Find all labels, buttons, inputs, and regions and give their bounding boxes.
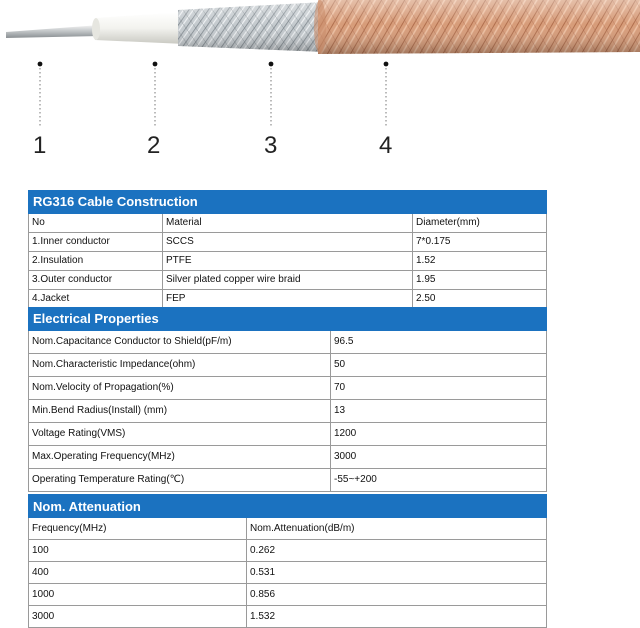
electrical-property: Voltage Rating(VMS) — [29, 423, 331, 446]
construction-header-row — [29, 214, 547, 233]
attenuation-frequency: 100 — [29, 540, 247, 562]
jacket — [314, 0, 640, 54]
construction-title-row — [29, 191, 547, 214]
construction-cell: 4.Jacket — [29, 290, 163, 309]
inner-conductor — [6, 25, 100, 38]
attenuation-header-value: Nom.Attenuation(dB/m) — [247, 518, 547, 540]
callout-3: 3 — [264, 132, 278, 159]
table-row — [29, 354, 547, 377]
construction-cell: Silver plated copper wire braid — [163, 271, 413, 290]
attenuation-title: Nom. Attenuation — [29, 495, 547, 518]
construction-table — [28, 190, 547, 309]
electrical-property: Min.Bend Radius(Install) (mm) — [29, 400, 331, 423]
electrical-value: 96.5 — [331, 331, 547, 354]
construction-cell: PTFE — [163, 252, 413, 271]
electrical-value: 70 — [331, 377, 547, 400]
construction-header-no: No — [29, 214, 163, 233]
table-row — [29, 290, 547, 309]
attenuation-value: 0.531 — [247, 562, 547, 584]
leader-dot-4 — [384, 62, 389, 67]
table-row — [29, 331, 547, 354]
table-row — [29, 540, 547, 562]
callout-4: 4 — [379, 132, 393, 159]
construction-cell: 1.52 — [413, 252, 547, 271]
table-row — [29, 233, 547, 252]
table-row — [29, 606, 547, 628]
outer-conductor-braid — [178, 2, 325, 52]
construction-header-material: Material — [163, 214, 413, 233]
attenuation-frequency: 3000 — [29, 606, 247, 628]
callout-dots — [38, 62, 389, 67]
construction-cell: 2.50 — [413, 290, 547, 309]
table-row — [29, 271, 547, 290]
electrical-property: Operating Temperature Rating(℃) — [29, 469, 331, 492]
callout-1: 1 — [33, 132, 47, 159]
electrical-property: Nom.Velocity of Propagation(%) — [29, 377, 331, 400]
electrical-value: -55~+200 — [331, 469, 547, 492]
electrical-value: 3000 — [331, 446, 547, 469]
callout-2: 2 — [147, 132, 161, 159]
attenuation-frequency: 400 — [29, 562, 247, 584]
construction-header-diameter: Diameter(mm) — [413, 214, 547, 233]
electrical-property: Nom.Capacitance Conductor to Shield(pF/m) — [29, 331, 331, 354]
leader-dot-2 — [153, 62, 158, 67]
leader-dot-3 — [269, 62, 274, 67]
electrical-title: Electrical Properties — [29, 308, 547, 331]
construction-cell: 1.95 — [413, 271, 547, 290]
leader-dot-1 — [38, 62, 43, 67]
attenuation-header-row — [29, 518, 547, 540]
attenuation-value: 1.532 — [247, 606, 547, 628]
table-row — [29, 377, 547, 400]
electrical-title-row — [29, 308, 547, 331]
electrical-properties-table — [28, 307, 547, 492]
construction-cell: 3.Outer conductor — [29, 271, 163, 290]
table-row — [29, 423, 547, 446]
construction-title: RG316 Cable Construction — [29, 191, 547, 214]
construction-cell: 2.Insulation — [29, 252, 163, 271]
callout-leaders — [40, 64, 386, 128]
attenuation-header-frequency: Frequency(MHz) — [29, 518, 247, 540]
electrical-value: 50 — [331, 354, 547, 377]
table-row — [29, 469, 547, 492]
table-row — [29, 400, 547, 423]
attenuation-value: 0.262 — [247, 540, 547, 562]
attenuation-table — [28, 494, 547, 628]
electrical-property: Nom.Characteristic Impedance(ohm) — [29, 354, 331, 377]
attenuation-title-row — [29, 495, 547, 518]
attenuation-frequency: 1000 — [29, 584, 247, 606]
construction-cell: FEP — [163, 290, 413, 309]
electrical-value: 13 — [331, 400, 547, 423]
table-row — [29, 562, 547, 584]
table-row — [29, 446, 547, 469]
construction-cell: 7*0.175 — [413, 233, 547, 252]
insulation — [92, 12, 185, 44]
electrical-property: Max.Operating Frequency(MHz) — [29, 446, 331, 469]
table-row — [29, 584, 547, 606]
electrical-value: 1200 — [331, 423, 547, 446]
construction-cell: 1.Inner conductor — [29, 233, 163, 252]
attenuation-value: 0.856 — [247, 584, 547, 606]
cable-illustration — [0, 0, 640, 190]
construction-cell: SCCS — [163, 233, 413, 252]
table-row — [29, 252, 547, 271]
